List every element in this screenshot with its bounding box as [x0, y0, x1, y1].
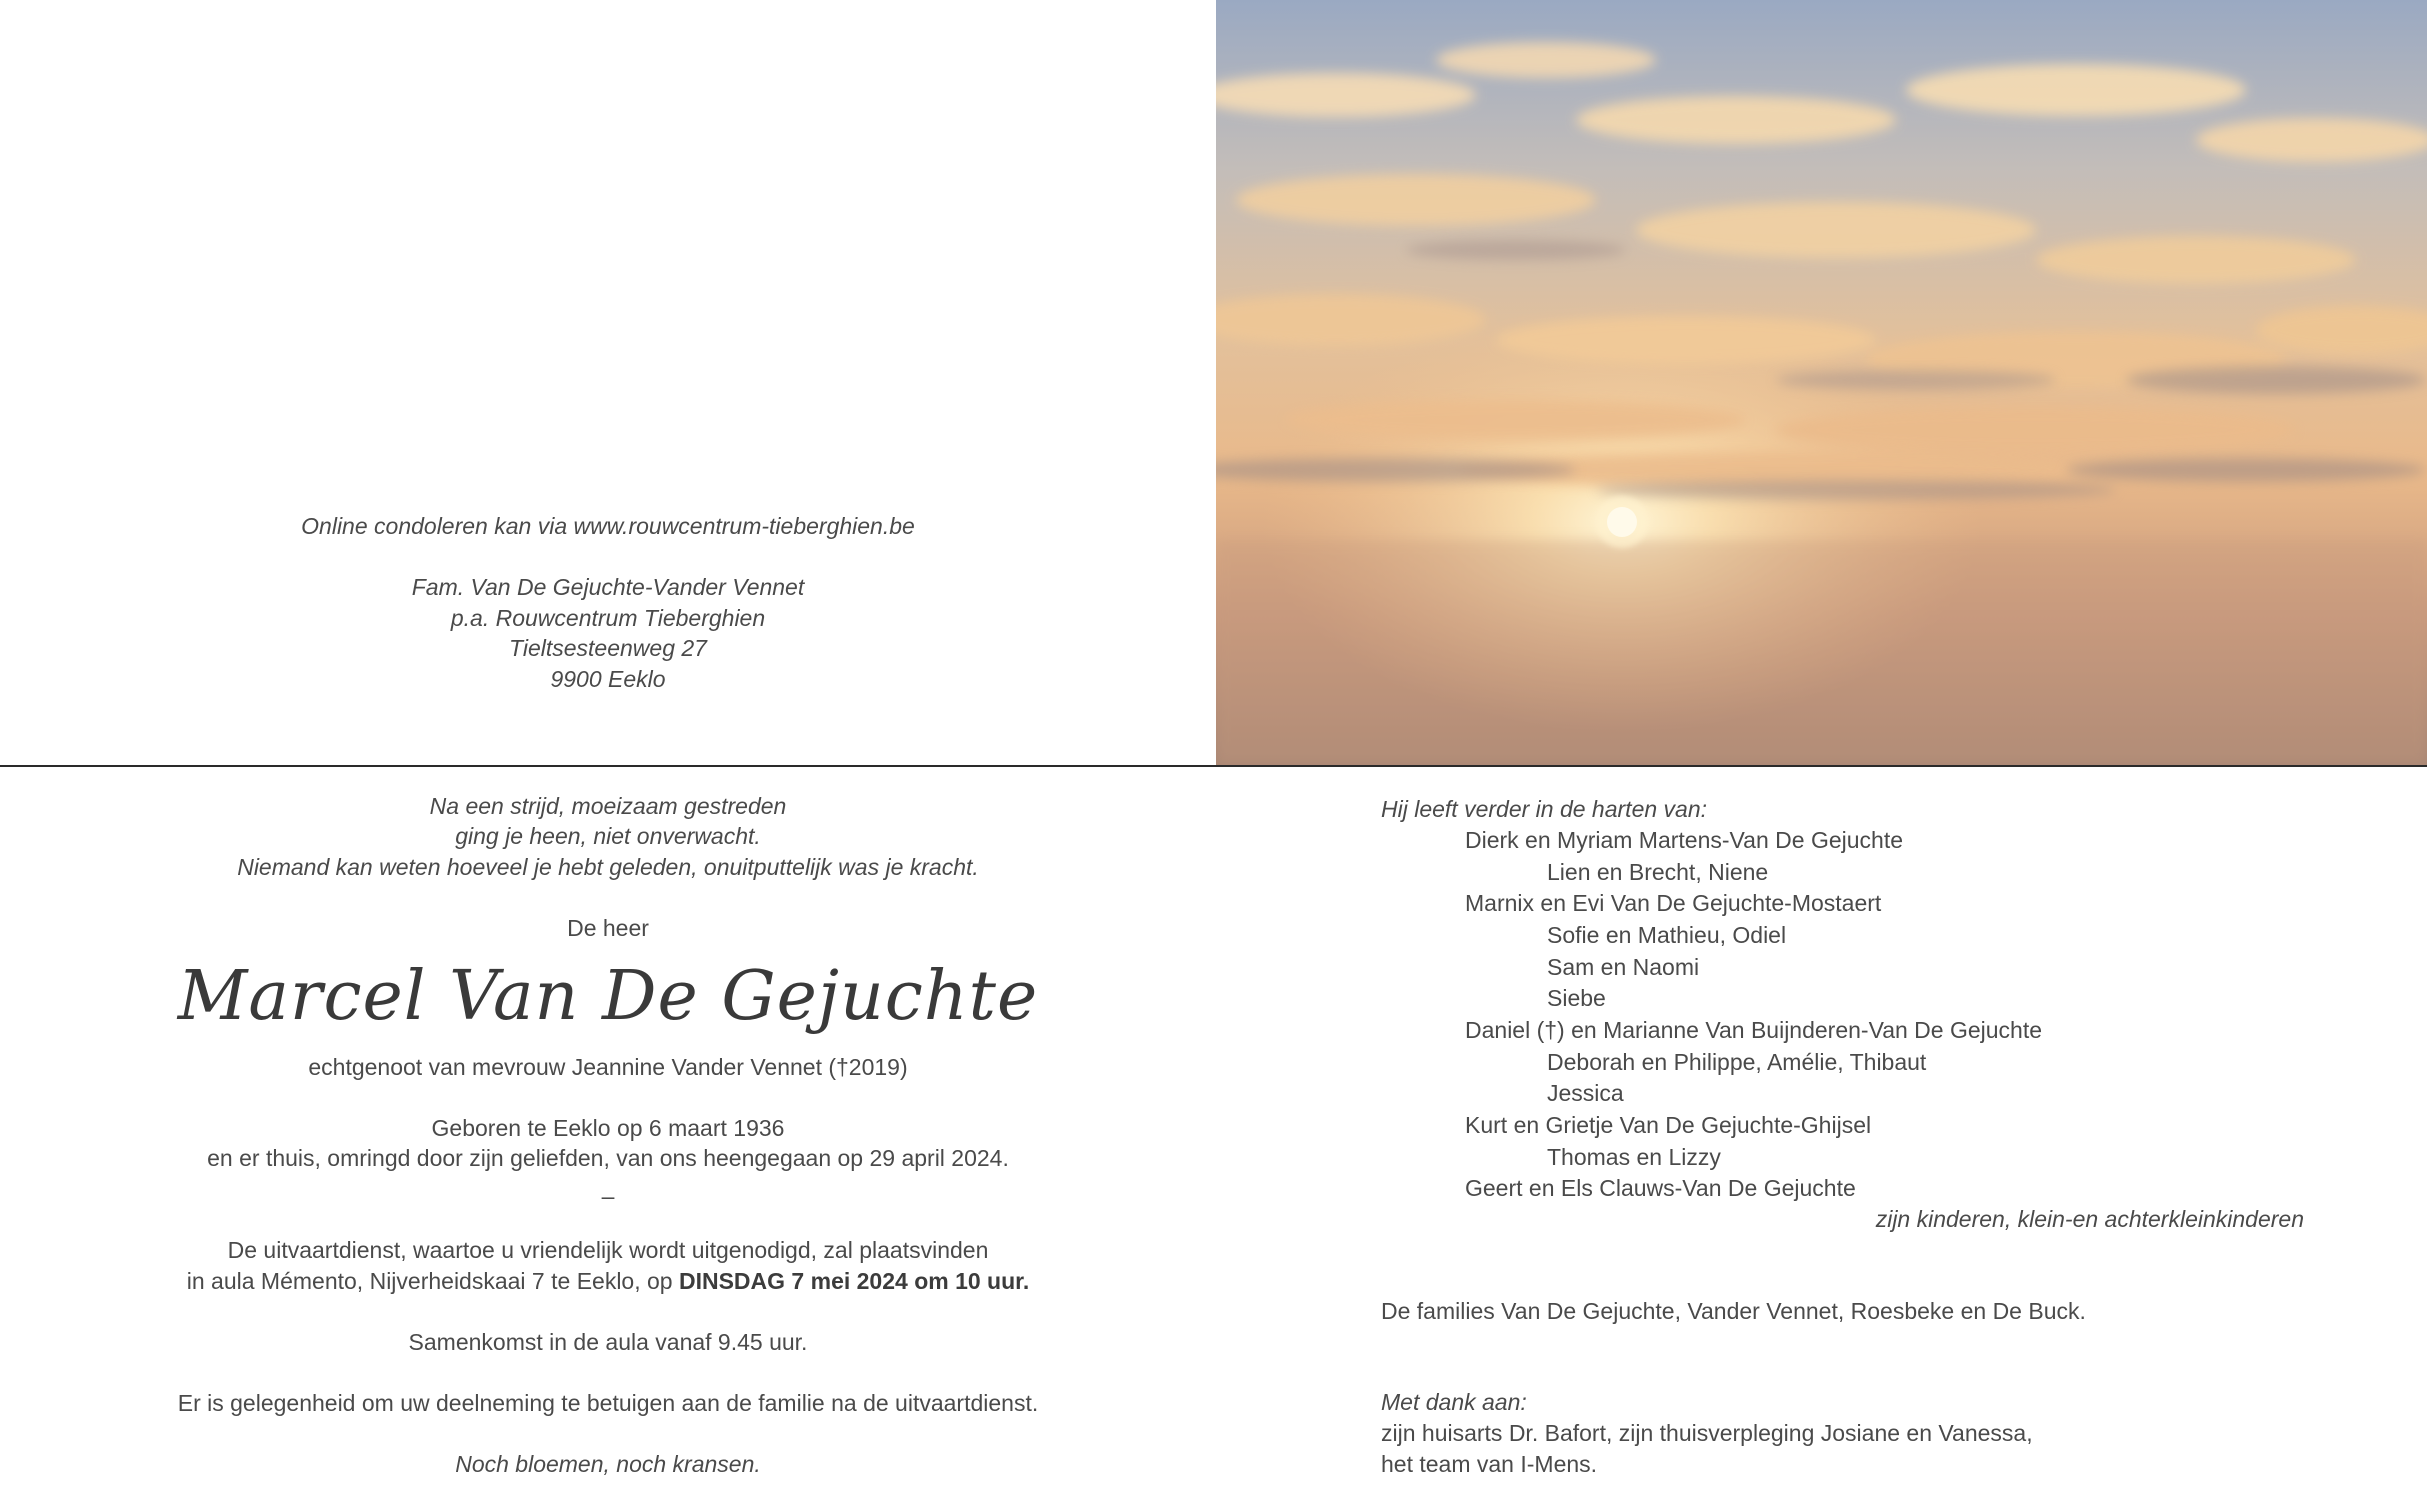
family-entry: Kurt en Grietje Van De Gejuchte-Ghijsel [1465, 1112, 1872, 1138]
no-flowers-line: Noch bloemen, noch kransen. [455, 1451, 761, 1477]
thanks-line-2: het team van I-Mens. [1381, 1451, 1598, 1477]
family-entry: Marnix en Evi Van De Gejuchte-Mostaert [1465, 890, 1882, 916]
children-caption: zijn kinderen, klein-en achterkleinkinderen [1875, 1206, 2304, 1232]
family-intro: Hij leeft verder in de harten van: [1381, 796, 1708, 822]
address-line-1: Fam. Van De Gejuchte-Vander Vennet [411, 574, 805, 600]
separator-dash: – [601, 1183, 615, 1209]
back-page [0, 0, 1216, 766]
deceased-name: Marcel Van De Gejuchte [177, 957, 1039, 1036]
families-line: De families Van De Gejuchte, Vander Vennet, Roesbeke en De Buck. [1381, 1298, 2086, 1324]
address-line-3: Tieltsesteenweg 27 [509, 635, 707, 661]
poem-line-3: Niemand kan weten hoeveel je hebt geleden, onuitputtelijk was je kracht. [237, 854, 979, 880]
service-date: DINSDAG 7 mei 2024 om 10 uur. [678, 1268, 1030, 1294]
sunset-sky-image [1216, 0, 2427, 766]
family-entry: Sam en Naomi [1547, 954, 1700, 980]
service-location: in aula Mémento, Nijverheidskaai 7 te Eeklo, op [186, 1268, 679, 1294]
address-line-2: p.a. Rouwcentrum Tieberghien [450, 605, 766, 631]
sunset-sky-photo [1216, 0, 2427, 766]
thanks-line-1: zijn huisarts Dr. Bafort, zijn thuisverpleging Josiane en Vanessa, [1381, 1420, 2033, 1446]
family-entry: Geert en Els Clauws-Van De Gejuchte [1465, 1175, 1856, 1201]
poem-line-1: Na een strijd, moeizaam gestreden [429, 793, 787, 819]
online-condolence-line: Online condoleren kan via www.rouwcentrum-tieberghien.be [301, 513, 915, 539]
family-entry: Lien en Brecht, Niene [1547, 859, 1769, 885]
address-line-4: 9900 Eeklo [550, 666, 666, 692]
condolence-opportunity-line: Er is gelegenheid om uw deelneming te betuigen aan de familie na de uitvaartdienst. [177, 1390, 1039, 1416]
family-entry: Sofie en Mathieu, Odiel [1547, 922, 1787, 948]
family-entry: Deborah en Philippe, Amélie, Thibaut [1547, 1049, 1927, 1075]
service-line-2 [0, 1266, 1216, 1297]
passed-line: en er thuis, omringd door zijn geliefden, van ons heengegaan op 29 april 2024. [207, 1145, 1009, 1171]
family-entry: Jessica [1547, 1080, 1624, 1106]
salutation: De heer [567, 915, 649, 941]
service-line-1: De uitvaartdienst, waartoe u vriendelijk wordt uitgenodigd, zal plaatsvinden [227, 1237, 989, 1263]
thanks-title: Met dank aan: [1381, 1389, 1527, 1415]
family-entry: Siebe [1547, 985, 1606, 1011]
spouse-line: echtgenoot van mevrouw Jeannine Vander Vennet (†2019) [308, 1054, 908, 1080]
family-page [1381, 767, 2381, 1509]
announcement-page [0, 767, 1216, 1509]
born-line: Geboren te Eeklo op 6 maart 1936 [431, 1115, 785, 1141]
gathering-line: Samenkomst in de aula vanaf 9.45 uur. [408, 1329, 808, 1355]
family-entry: Daniel (†) en Marianne Van Buijnderen-Van De Gejuchte [1465, 1017, 2043, 1043]
poem-line-2: ging je heen, niet onverwacht. [455, 823, 761, 849]
family-entry: Thomas en Lizzy [1547, 1144, 1721, 1170]
family-entry: Dierk en Myriam Martens-Van De Gejuchte [1465, 827, 1903, 853]
